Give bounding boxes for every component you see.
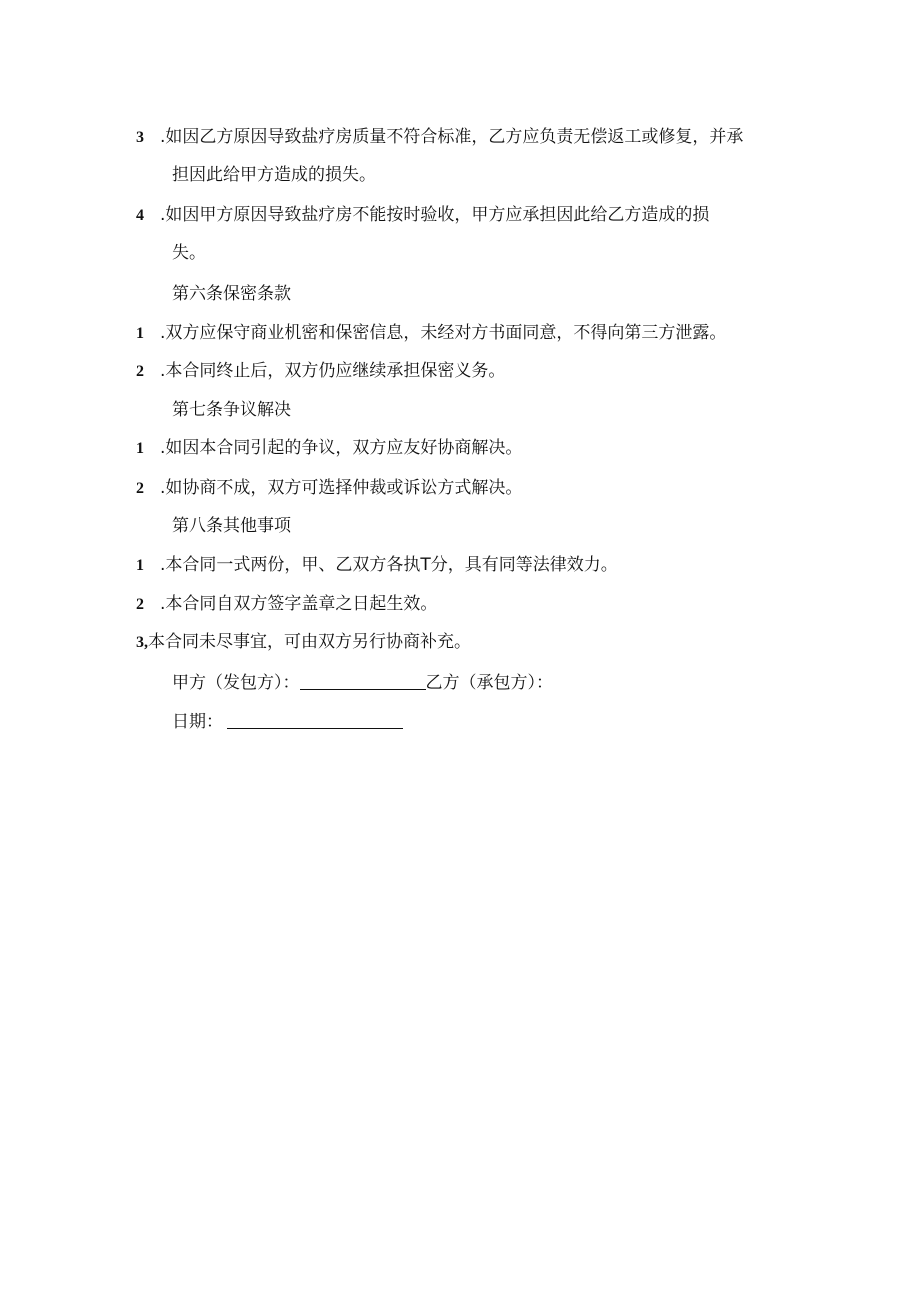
clause8-heading: 第八条其他事项	[172, 516, 291, 536]
party-b-label: 乙方（承包方）：	[425, 673, 553, 693]
item-number: 1	[136, 557, 144, 574]
date-label: 日期：	[172, 712, 223, 732]
item-text: .双方应保守商业机密和保密信息，未经对方书面同意，不得向第三方泄露。	[160, 323, 727, 343]
party-a-label: 甲方（发包方）：	[172, 673, 300, 693]
signature-date-line	[172, 710, 403, 733]
item-number: 3,	[136, 634, 148, 651]
item-text: .如协商不成，双方可选择仲裁或诉讼方式解决。	[160, 478, 523, 498]
item-text: .本合同终止后，双方仍应继续承担保密义务。	[160, 361, 506, 381]
clause7-item1	[136, 437, 522, 460]
item-text-continued: 失。	[172, 243, 206, 263]
item-number: 2	[136, 480, 144, 497]
clause5-item3-line2	[172, 164, 376, 186]
clause8-item3	[136, 631, 471, 654]
item-number: 2	[136, 363, 144, 380]
clause5-item4-line1	[136, 204, 709, 227]
party-a-signature-blank[interactable]	[300, 671, 426, 690]
item-text-continued: 担因此给甲方造成的损失。	[172, 165, 376, 185]
clause7-heading: 第七条争议解决	[172, 400, 291, 420]
item-number: 4	[136, 207, 144, 224]
clause5-item3-line1	[136, 126, 743, 149]
item-text: .如因乙方原因导致盐疗房质量不符合标准，乙方应负责无偿返工或修复，并承	[160, 127, 744, 147]
item-number: 1	[136, 325, 144, 342]
clause5-item4-line2	[172, 242, 206, 264]
item-text: .如因甲方原因导致盐疗房不能按时验收，甲方应承担因此给乙方造成的损	[160, 205, 710, 225]
clause6-item2	[136, 360, 505, 383]
item-number: 1	[136, 440, 144, 457]
signature-parties-line	[172, 671, 553, 694]
item-text: .本合同自双方签字盖章之日起生效。	[160, 594, 438, 614]
item-number: 3	[136, 129, 144, 146]
clause7-item2	[136, 477, 522, 500]
clause8-item1	[136, 554, 618, 577]
date-blank[interactable]	[227, 710, 403, 729]
item-text: .本合同一式两份，甲、乙双方各执T分，具有同等法律效力。	[160, 555, 618, 575]
item-text: 本合同未尽事宜，可由双方另行协商补充。	[148, 632, 471, 652]
clause6-item1	[136, 322, 726, 345]
item-text: .如因本合同引起的争议，双方应友好协商解决。	[160, 438, 523, 458]
clause6-heading: 第六条保密条款	[172, 284, 291, 304]
item-number: 2	[136, 596, 144, 613]
clause8-item2	[136, 593, 437, 616]
